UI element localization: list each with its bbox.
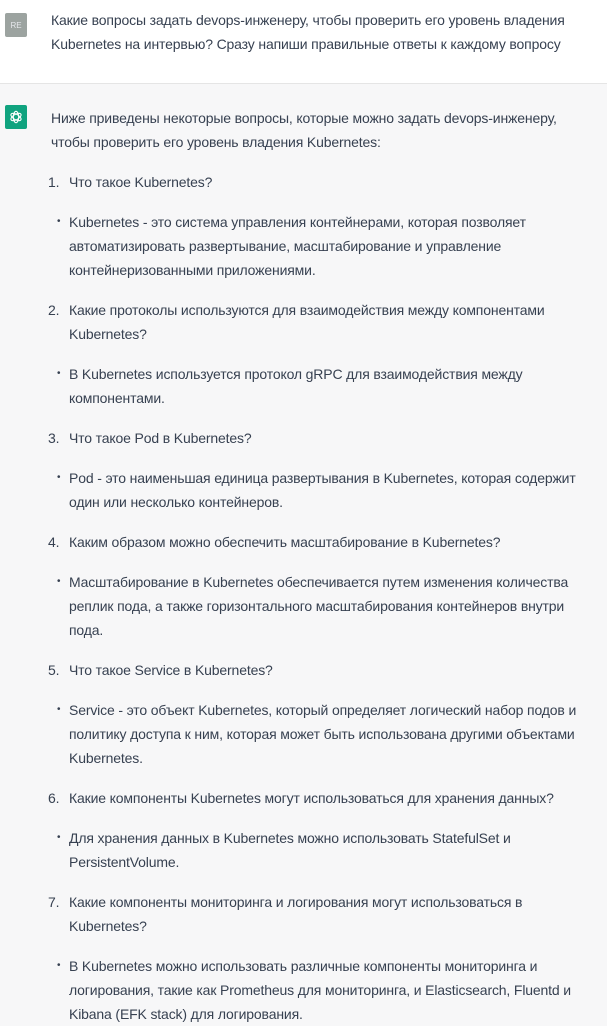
answer-item — [51, 698, 576, 770]
bullet-icon: • — [57, 576, 61, 587]
text-line: В Kubernetes можно использовать различные компоненты мониторинга и — [69, 958, 538, 974]
question-item — [48, 530, 576, 554]
answer-item — [51, 954, 576, 1026]
text-line: пода. — [69, 622, 104, 638]
text-line: Какие вопросы задать devops-инженеру, чтобы проверить его уровень владения — [51, 12, 565, 28]
text-line: Kibana (EFK stack) для логирования. — [69, 1006, 303, 1022]
intro-paragraph — [51, 106, 576, 154]
question-item — [48, 658, 576, 682]
user-message — [51, 8, 565, 56]
text-line: Какие компоненты мониторинга и логирования могут использоваться в — [69, 894, 523, 910]
text-line: Kubernetes? — [69, 918, 147, 934]
text-line: чтобы проверить его уровень владения Kubernetes: — [51, 134, 381, 150]
text-line: Масштабирование в Kubernetes обеспечивается путем изменения количества — [69, 574, 569, 590]
text-line: Kubernetes на интервью? Сразу напиши правильные ответы к каждому вопросу — [51, 36, 561, 52]
question-item — [48, 426, 576, 450]
bullet-icon: • — [57, 704, 61, 715]
question-item — [48, 298, 576, 346]
text-line: Какие компоненты Kubernetes могут использоваться для хранения данных? — [69, 790, 554, 806]
text-line: Pod - это наименьшая единица развертывания в Kubernetes, которая содержит — [69, 470, 576, 486]
text-line: Каким образом можно обеспечить масштабирование в Kubernetes? — [69, 534, 501, 550]
user-message-row — [0, 0, 607, 84]
text-line: автоматизировать развертывание, масштабирование и управление — [69, 238, 502, 254]
answer-item — [51, 826, 576, 874]
text-line: Kubernetes. — [69, 750, 143, 766]
text-line: Что такое Kubernetes? — [69, 174, 213, 190]
bullet-icon: • — [57, 960, 61, 971]
openai-logo-icon — [5, 105, 27, 129]
text-line: компонентами. — [69, 390, 165, 406]
question-item — [48, 786, 576, 810]
question-number: 5. — [48, 662, 60, 678]
text-line: Какие протоколы используются для взаимодействия между компонентами — [69, 302, 545, 318]
assistant-message-row — [0, 84, 607, 1024]
question-number: 1. — [48, 174, 60, 190]
text-line: В Kubernetes используется протокол gRPC для взаимодействия между — [69, 366, 523, 382]
text-line: Для хранения данных в Kubernetes можно использовать StatefulSet и — [69, 830, 511, 846]
text-line: Kubernetes? — [69, 326, 147, 342]
answer-item — [51, 362, 576, 410]
answer-item — [51, 466, 576, 514]
question-number: 2. — [48, 302, 60, 318]
text-line: Service - это объект Kubernetes, который определяет логический набор подов и — [69, 702, 577, 718]
answer-item — [51, 210, 576, 282]
question-number: 7. — [48, 894, 60, 910]
bullet-icon: • — [57, 472, 61, 483]
text-line: Ниже приведены некоторые вопросы, которые можно задать devops-инженеру, — [51, 110, 557, 126]
answer-item — [51, 570, 576, 642]
user-avatar — [5, 13, 27, 37]
text-line: Что такое Service в Kubernetes? — [69, 662, 273, 678]
text-line: PersistentVolume. — [69, 854, 180, 870]
text-line: политику доступа к ним, которая может быть использована другими объектами — [69, 726, 575, 742]
bullet-icon: • — [57, 832, 61, 843]
question-number: 4. — [48, 534, 60, 550]
text-line: Что такое Pod в Kubernetes? — [69, 430, 252, 446]
question-item — [48, 170, 576, 194]
question-number: 6. — [48, 790, 60, 806]
text-line: реплик пода, а также горизонтального масштабирования контейнеров внутри — [69, 598, 565, 614]
text-line: Kubernetes - это система управления контейнерами, которая позволяет — [69, 214, 526, 230]
bullet-icon: • — [57, 368, 61, 379]
question-item — [48, 890, 576, 938]
question-number: 3. — [48, 430, 60, 446]
avatar-initials: RE — [10, 20, 22, 30]
assistant-message — [48, 106, 577, 1026]
text-line: один или несколько контейнеров. — [69, 494, 283, 510]
text-line: контейнеризованными приложениями. — [69, 262, 316, 278]
text-line: логирования, такие как Prometheus для мониторинга, и Elasticsearch, Fluentd и — [69, 982, 571, 998]
bullet-icon: • — [57, 216, 61, 227]
